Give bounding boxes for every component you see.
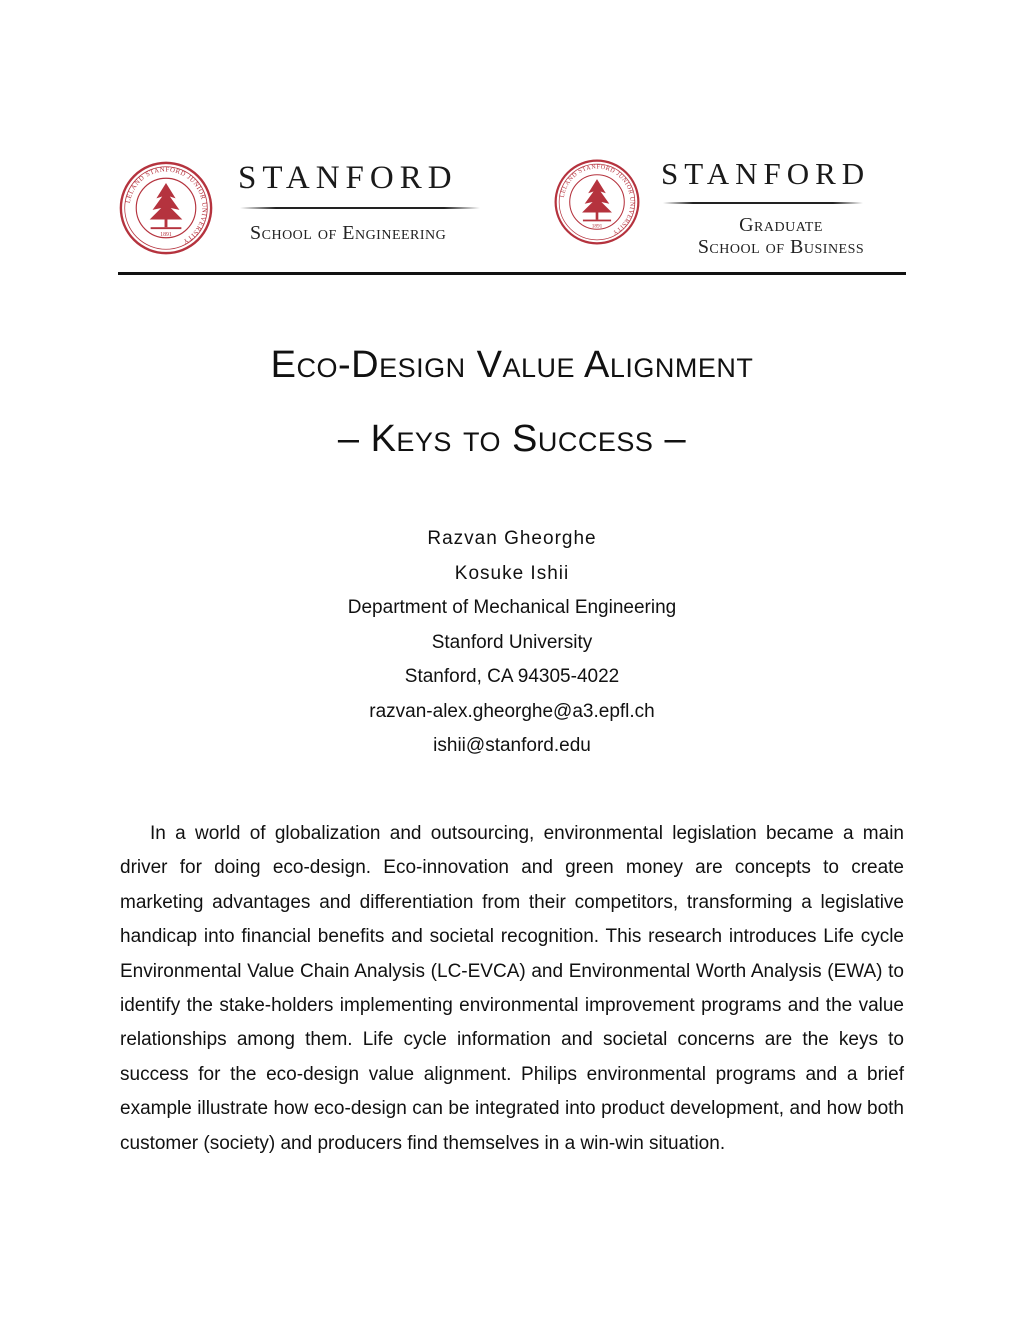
author-name: Razvan Gheorghe [427, 528, 597, 549]
school-name [671, 214, 891, 258]
author-address: Stanford, CA 94305-4022 [404, 666, 620, 687]
stanford-wordmark: STANFORD [661, 156, 871, 191]
school-name: School of Engineering [250, 222, 447, 244]
author-block [0, 522, 1024, 764]
wordmark-divider [663, 202, 863, 204]
page-header [118, 150, 906, 280]
author-university: Stanford University [431, 631, 593, 653]
author-name: Kosuke Ishii [454, 562, 570, 584]
seal-year: 1891 [160, 231, 172, 238]
seal-ring-text: LELAND STANFORD JUNIOR UNIVERSITY [124, 166, 208, 246]
author-department: Department of Mechanical Engineering [347, 597, 677, 618]
wordmark-divider [240, 207, 480, 209]
author-email: ishii@stanford.edu [433, 735, 591, 756]
stanford-wordmark: STANFORD [238, 160, 458, 196]
paper-title: Eco-Design Value Alignment [270, 344, 754, 386]
author-email: razvan-alex.gheorghe@a3.epfl.ch [369, 700, 655, 722]
header-divider [118, 272, 906, 275]
abstract-paragraph: In a world of globalization and outsourcing, environmental legislation became a main driver for doing eco-design. Eco-innovation and green money are concepts to create marketing advantages and differentiation from their competitors, transforming a legislative handicap into financial benefits and societal recognition. This research introduces Life cycle Environmental Value Chain Analysis (LC-EVCA) and Environmental Worth Analysis (EWA) to identify the stake-holders implementing environmental improvement programs and the value relationships among them. Life cycle information and societal concerns are the keys to success for the eco-design value alignment. Philips environmental programs and a brief example illustrate how eco-design can be integrated into product development, and how both customer (society) and producers find themselves in a win-win situation. [120, 823, 904, 1154]
seal-ring-text: LELAND STANFORD JUNIOR UNIVERSITY [559, 164, 635, 236]
school-name-line-1: Graduate [739, 214, 823, 236]
paper-subtitle: – Keys to Success – [337, 418, 687, 460]
seal-year: 1891 [591, 223, 603, 230]
school-name-line-2: School of Business [697, 236, 865, 258]
stanford-seal-icon [553, 158, 641, 246]
stanford-seal-icon [118, 160, 214, 256]
